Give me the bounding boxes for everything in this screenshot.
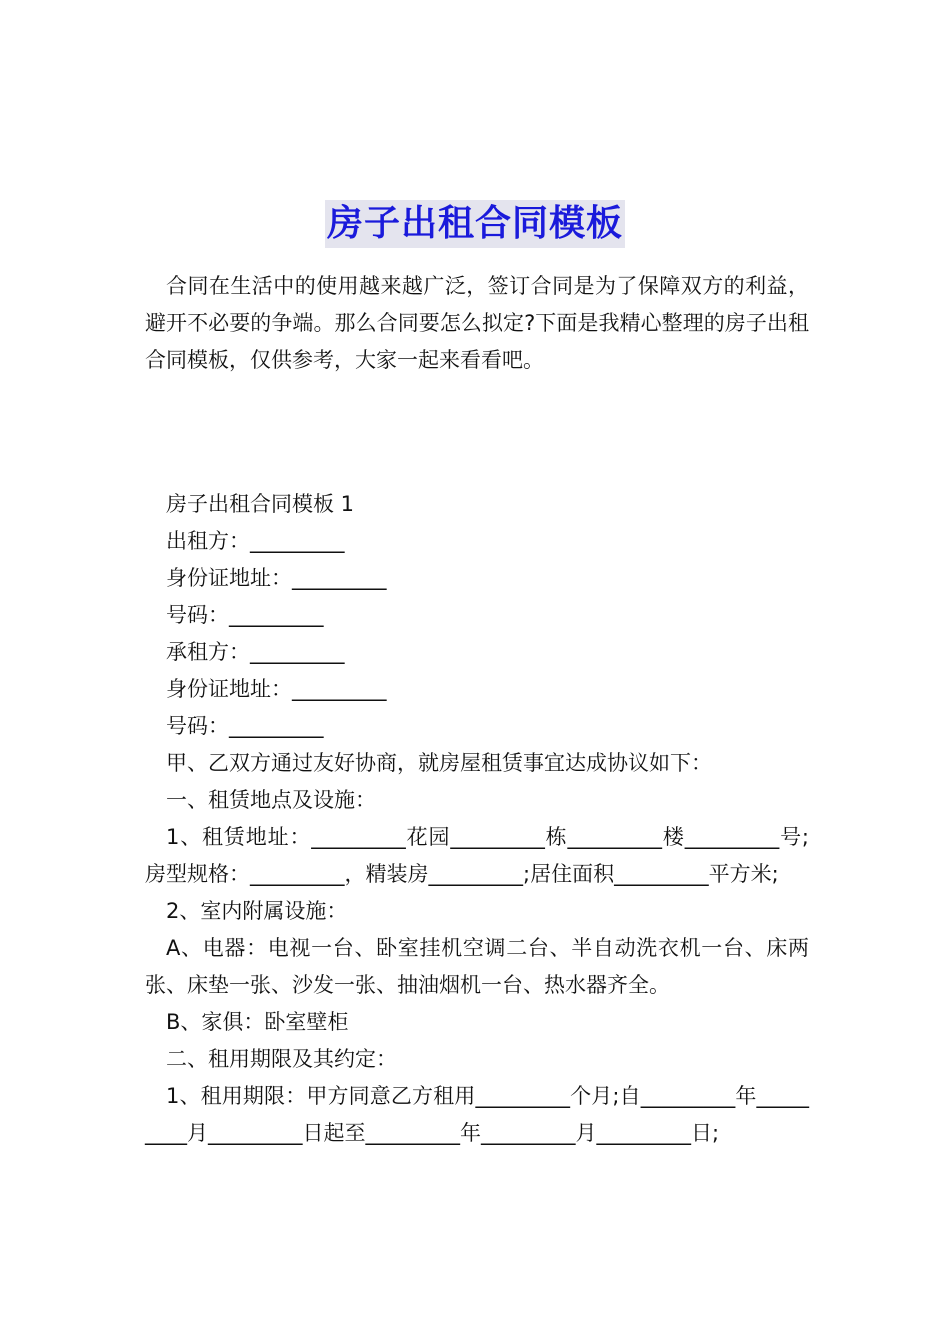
lessor-id-number-field: 号码：_________: [166, 603, 324, 627]
contract-body: [145, 486, 809, 1152]
contract-heading: 房子出租合同模板 1: [166, 492, 355, 516]
section-heading-location: 一、租赁地点及设施：: [166, 788, 376, 812]
lessee-field: 承租方：_________: [166, 640, 345, 664]
lessee-id-address-field: 身份证地址：_________: [166, 677, 387, 701]
lessee-id-number-field: 号码：_________: [166, 714, 324, 738]
clause-term: 1、租用期限：甲方同意乙方租用_________个月;自_________年_________月_________日起至_________年_________月_________日;: [145, 1084, 809, 1145]
clause-facilities-heading: 2、室内附属设施：: [166, 899, 348, 923]
clause-appliances: A、电器：电视一台、卧室挂机空调二台、半自动洗衣机一台、床两张、床垫一张、沙发一张、抽油烟机一台、热水器齐全。: [145, 936, 809, 997]
section-heading-term: 二、租用期限及其约定：: [166, 1047, 397, 1071]
intro-paragraph: 合同在生活中的使用越来越广泛，签订合同是为了保障双方的利益，避开不必要的争端。那么合同要怎么拟定?下面是我精心整理的房子出租合同模板，仅供参考，大家一起来看看吧。: [145, 274, 809, 372]
agreement-statement: 甲、乙双方通过友好协商，就房屋租赁事宜达成协议如下：: [166, 751, 712, 775]
lessor-field: 出租方：_________: [166, 529, 345, 553]
lessor-id-address-field: 身份证地址：_________: [166, 566, 387, 590]
clause-address: 1、租赁地址：_________花园_________栋_________楼_________号;房型规格：_________，精装房_________;居住面积_________平方米;: [145, 825, 809, 886]
clause-furniture: B、家俱：卧室壁柜: [166, 1010, 349, 1034]
title-container: [0, 176, 950, 272]
document-title: 房子出租合同模板: [325, 200, 625, 248]
